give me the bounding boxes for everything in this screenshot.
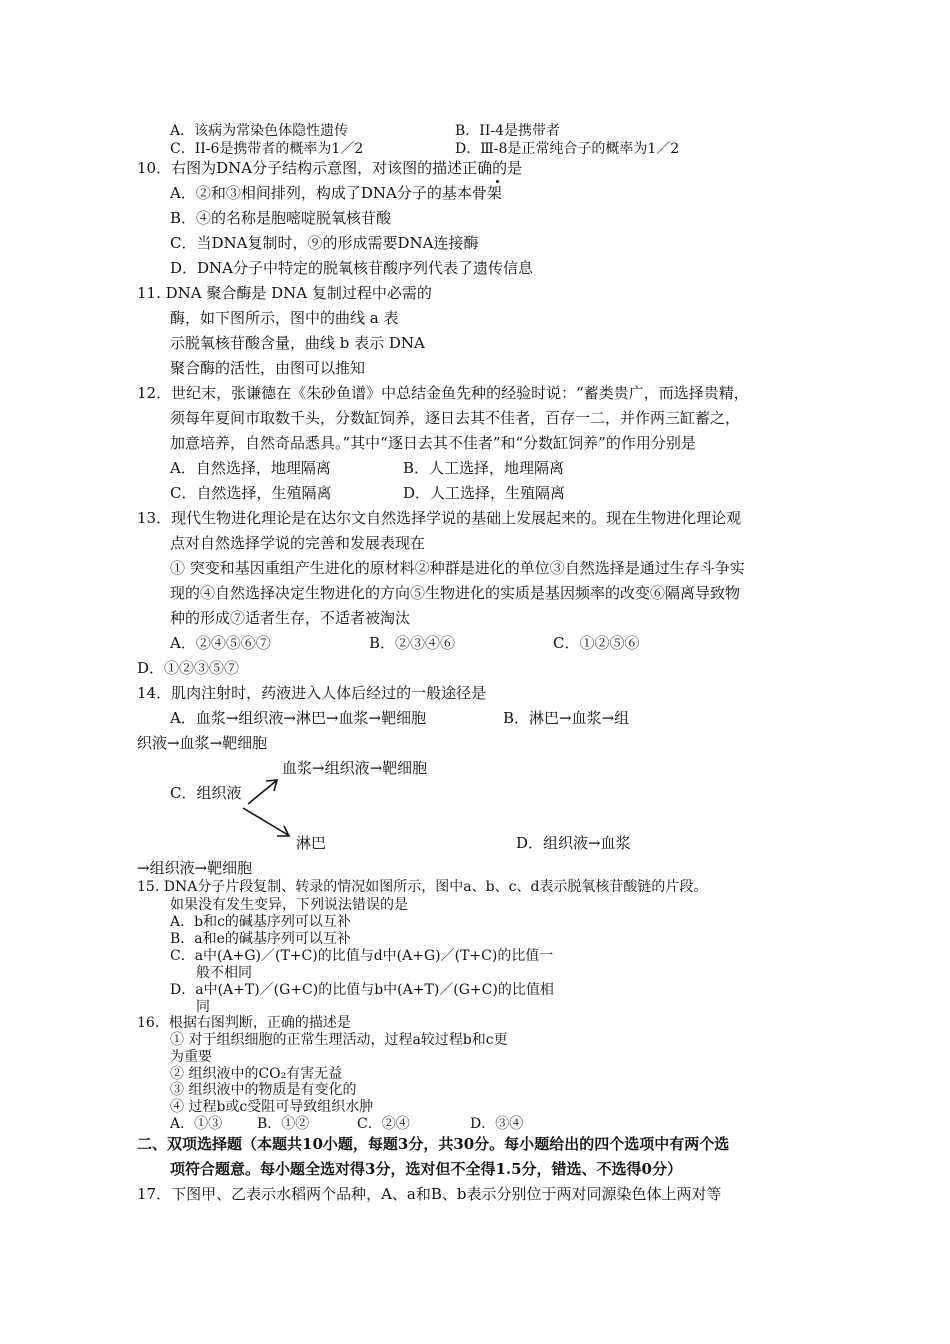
q16-statement-1-line-2: 为重要 bbox=[170, 1049, 212, 1065]
q14-option-b-line-1: B．淋巴→血浆→组 bbox=[503, 709, 630, 727]
section-2-heading-line-2: 项符合题意。每小题全选对得3分，选对但不全得1.5分，错选、不选得0分） bbox=[170, 1160, 682, 1178]
q12-option-b: B．人工选择，地理隔离 bbox=[403, 459, 565, 477]
q10-option-c: C．当DNA复制时，⑨的形成需要DNA连接酶 bbox=[170, 234, 479, 252]
q12-option-c: C．自然选择，生殖隔离 bbox=[170, 484, 332, 502]
q14-option-d-line-1: D．组织液→血浆 bbox=[516, 834, 631, 852]
q14-option-b-line-2: 织液→血浆→靶细胞 bbox=[137, 734, 268, 752]
q12-option-d: D．人工选择，生殖隔离 bbox=[403, 484, 566, 502]
q11-line-2: 酶，如下图所示，图中的曲线 a 表 bbox=[170, 309, 399, 327]
q13-line-4: 现的④自然选择决定生物进化的方向⑤生物进化的实质是基因频率的改变⑥隔离导致物 bbox=[170, 584, 741, 602]
q16-option-a: A．①③ bbox=[170, 1116, 223, 1132]
q16-statement-2: ② 组织液中的CO₂有害无益 bbox=[170, 1066, 343, 1082]
q14-option-c-lower-path: 淋巴 bbox=[296, 834, 327, 852]
q13-line-3: ① 突变和基因重组产生进化的原材料②种群是进化的单位③自然选择是通过生存斗争实 bbox=[170, 559, 745, 577]
q15-option-c-line-1: C．a中(A+G)／(T+C)的比值与d中(A+G)／(T+C)的比值一 bbox=[170, 948, 554, 964]
q13-line-2: 点对自然选择学说的完善和发展表现在 bbox=[170, 534, 426, 552]
q13-line-5: 种的形成⑦适者生存，不适者被淘汰 bbox=[170, 609, 411, 627]
q14-option-d-line-2: →组织液→靶细胞 bbox=[137, 859, 253, 877]
q12-line-2: 须每年夏间市取数千头，分数缸饲养，逐日去其不佳者，百存一二，并作两三缸蓄之， bbox=[170, 409, 741, 427]
q16-statement-4: ④ 过程b或c受阻可导致组织水肿 bbox=[170, 1099, 374, 1115]
q13-option-b: B．②③④⑥ bbox=[369, 634, 456, 652]
q13-option-d: D．①②③⑤⑦ bbox=[137, 659, 240, 677]
q16-stem: 16．根据右图判断，正确的描述是 bbox=[137, 1015, 351, 1031]
q14-stem: 14．肌肉注射时，药液进入人体后经过的一般途径是 bbox=[137, 684, 487, 702]
q15-option-d-line-2: 同 bbox=[196, 999, 210, 1015]
q14-option-c-upper-path: 血浆→组织液→靶细胞 bbox=[282, 759, 428, 777]
q10-stem: 10．右图为DNA分子结构示意图，对该图的描述正确的是 bbox=[137, 159, 523, 177]
q16-statement-1-line-1: ① 对于组织细胞的正常生理活动，过程a较过程b和c更 bbox=[170, 1032, 508, 1048]
q17-line-1: 17．下图甲、乙表示水稻两个品种，A、a和B、b表示分别位于两对同源染色体上两对等 bbox=[137, 1185, 722, 1203]
q9-option-a: A．该病为常染色体隐性遗传 bbox=[170, 123, 349, 139]
q12-line-1: 12．世纪末，张谦德在《朱砂鱼谱》中总结金鱼先种的经验时说：“蓄类贵广，而选择贵精， bbox=[137, 384, 749, 402]
q11-line-1: 11. DNA 聚合酶是 DNA 复制过程中必需的 bbox=[137, 284, 432, 302]
q15-line-1: 15. DNA分子片段复制、转录的情况如图所示，图中a、b、c、d表示脱氧核苷酸链的片段。 bbox=[137, 879, 708, 895]
q12-line-3: 加意培养，自然奇品悉具。”其中“逐日去其不佳者”和“分数缸饲养”的作用分别是 bbox=[170, 434, 696, 452]
q11-line-3: 示脱氧核苷酸含量，曲线 b 表示 DNA bbox=[170, 334, 425, 352]
q9-option-d: D．Ⅲ-8是正常纯合子的概率为1／2 bbox=[455, 141, 680, 157]
q13-option-a: A．②④⑤⑥⑦ bbox=[170, 634, 271, 652]
q10-option-d: D．DNA分子中特定的脱氧核苷酸序列代表了遗传信息 bbox=[170, 259, 534, 277]
q11-line-4: 聚合酶的活性，由图可以推知 bbox=[170, 359, 366, 377]
q16-option-b: B．①② bbox=[257, 1116, 310, 1132]
q15-line-2: 如果没有发生变异，下列说法错误的是 bbox=[170, 897, 408, 913]
q10-option-a: A．②和③相间排列，构成了DNA分子的基本骨架 bbox=[170, 184, 502, 202]
q16-option-c: C．②④ bbox=[357, 1116, 410, 1132]
q14-option-a: A．血浆→组织液→淋巴→血浆→靶细胞 bbox=[170, 709, 427, 727]
q15-option-d-line-1: D．a中(A+T)／(G+C)的比值与b中(A+T)／(G+C)的比值相 bbox=[170, 982, 554, 998]
q12-option-a: A．自然选择，地理隔离 bbox=[170, 459, 331, 477]
q16-option-d: D．③④ bbox=[470, 1116, 524, 1132]
q13-option-c: C．①②⑤⑥ bbox=[553, 634, 640, 652]
q14-option-c-label: C．组织液 bbox=[170, 784, 242, 802]
q15-option-a: A．b和c的碱基序列可以互补 bbox=[170, 914, 351, 930]
q13-line-1: 13．现代生物进化理论是在达尔文自然选择学说的基础上发展起来的。现在生物进化理论观 bbox=[137, 509, 742, 527]
q9-option-c: C．II-6是携带者的概率为1／2 bbox=[170, 141, 364, 157]
q10-option-b: B．④的名称是胞嘧啶脱氧核苷酸 bbox=[170, 209, 392, 227]
q15-option-b: B．a和e的碱基序列可以互补 bbox=[170, 931, 351, 947]
q9-option-b: B．II-4是携带者 bbox=[455, 123, 560, 139]
q16-statement-3: ③ 组织液中的物质是有变化的 bbox=[170, 1082, 357, 1098]
section-2-heading-line-1: 二、双项选择题（本题共10小题，每题3分，共30分。每小题给出的四个选项中有两个选 bbox=[137, 1135, 730, 1153]
q15-option-c-line-2: 般不相同 bbox=[196, 965, 252, 981]
